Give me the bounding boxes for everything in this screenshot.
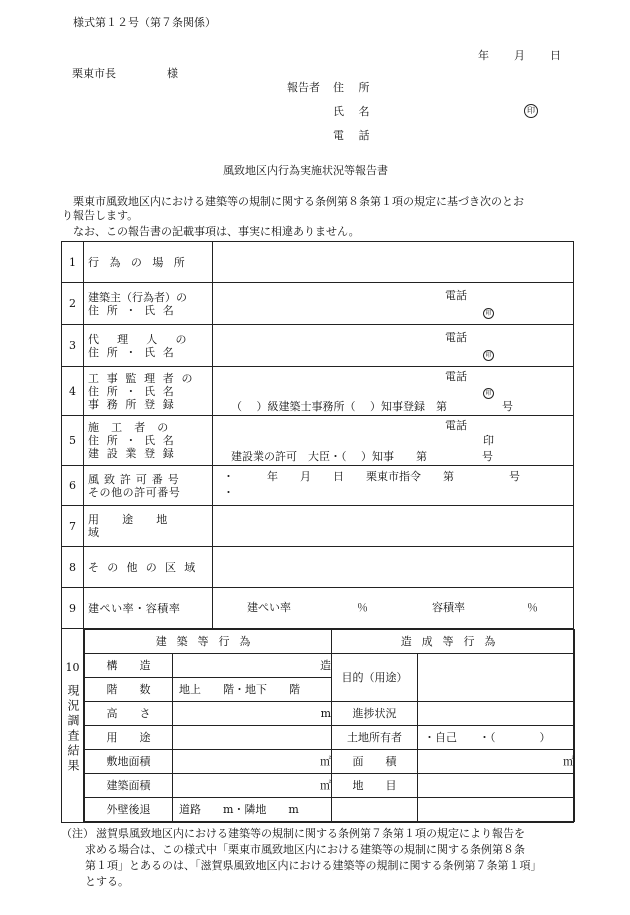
row-owner <box>62 283 574 325</box>
land-category-label: 地 目 <box>332 774 418 798</box>
construction-registration: 建設業の許可 大臣・（ ）知事 第 号 <box>231 450 493 463</box>
intro-line-2: り報告します。 <box>62 209 139 222</box>
phone-label: 電話 <box>445 370 467 383</box>
far-label: 容積率 <box>432 601 465 614</box>
permit-field[interactable] <box>213 466 574 506</box>
row-number: 5 <box>62 416 84 466</box>
phone-label: 電話 <box>445 331 467 344</box>
row-ratio <box>62 588 574 629</box>
setback-label: 外壁後退 <box>85 798 173 822</box>
phone-label: 電話 <box>445 419 467 432</box>
row-permit <box>62 466 574 506</box>
row-number: 2 <box>62 283 84 325</box>
progress-field[interactable] <box>418 702 575 726</box>
ratio-field[interactable] <box>213 588 574 629</box>
empty-cell <box>418 798 575 822</box>
seal-mark <box>524 103 538 118</box>
zoning-field[interactable] <box>213 506 574 547</box>
row-number: 3 <box>62 325 84 367</box>
use-field[interactable] <box>173 726 332 750</box>
intro-line-1: 栗東市風致地区内における建築等の規制に関する条例第８条第１項の規定に基づき次のとお <box>73 195 524 208</box>
note-line-4: とする。 <box>85 875 129 888</box>
intro-line-3: なお、この報告書の記載事項は、事実に相違ありません。 <box>73 225 360 238</box>
row-agent <box>62 325 574 367</box>
row-number: 6 <box>62 466 84 506</box>
row-survey <box>62 629 574 823</box>
row-label: その他の区域 <box>84 547 213 588</box>
row-number: 1 <box>62 242 84 283</box>
survey-cell <box>84 629 574 823</box>
structure-field[interactable]: 造 <box>173 654 332 678</box>
row-label: 施工者の 住所・氏名 建設業登録 <box>84 416 213 466</box>
survey-row <box>85 774 575 798</box>
progress-label: 進捗状況 <box>332 702 418 726</box>
coverage-label: 建ぺい率 <box>247 601 291 614</box>
building-header: 建築等行為 <box>85 630 332 654</box>
owner-field[interactable]: ・自己 ・（ ） <box>418 726 575 750</box>
note-line-1: 滋賀県風致地区内における建築等の規制に関する条例第７条第１項の規定により報告を <box>96 827 525 840</box>
row-number: 8 <box>62 547 84 588</box>
land-category-field[interactable] <box>418 774 575 798</box>
empty-cell <box>332 798 418 822</box>
addressee: 栗東市長 <box>72 67 116 80</box>
seal-mark <box>483 347 494 361</box>
survey-row <box>85 750 575 774</box>
seal-icon: 印 <box>483 308 494 319</box>
seal-icon: 印 <box>483 350 494 361</box>
row-label: 建ぺい率・容積率 <box>84 588 213 629</box>
building-area-label: 建築面積 <box>85 774 173 798</box>
note-line-3: 第１項」とあるのは、「滋賀県風致地区内における建築等の規制に関する条例第７条第１項」 <box>85 859 542 872</box>
seal-mark <box>483 385 494 399</box>
office-registration: （ ）級建築士事務所（ ）知事登録 第 号 <box>231 400 513 413</box>
setback-field[interactable]: 道路 m・隣地 m <box>173 798 332 822</box>
reporter-label: 報告者 <box>287 81 320 94</box>
survey-vertical-label: 現況調査結果 <box>66 684 80 774</box>
phone-label: 電話 <box>445 289 467 302</box>
note-line-2: 求める場合は、この様式中「栗東市風致地区内における建築等の規制に関する条例第８条 <box>85 843 525 856</box>
purpose-label: 目的（用途） <box>332 654 418 702</box>
row-label: 工事監理者の 住所・氏名 事務所登録 <box>84 367 213 416</box>
note-prefix: （注） <box>61 827 94 840</box>
survey-header-row <box>85 630 575 654</box>
survey-row <box>85 654 575 678</box>
date-year-label: 年 <box>478 49 489 62</box>
survey-row <box>85 726 575 750</box>
area-label: 面 積 <box>332 750 418 774</box>
row-label: 行為の場所 <box>84 242 213 283</box>
site-area-label: 敷地面積 <box>85 750 173 774</box>
seal-icon: 印 <box>483 388 494 399</box>
seal-icon: 印 <box>524 104 538 118</box>
site-area-field[interactable]: ㎡ <box>173 750 332 774</box>
row-label: 風致許可番号 その他の許可番号 <box>84 466 213 506</box>
reporter-phone-label: 電 話 <box>333 129 375 142</box>
floors-label: 階 数 <box>85 678 173 702</box>
document-title: 風致地区内行為実施状況等報告書 <box>223 164 388 177</box>
agent-field[interactable] <box>213 325 574 367</box>
row-number: 4 <box>62 367 84 416</box>
area-field[interactable]: ㎡ <box>418 750 575 774</box>
height-field[interactable]: m <box>173 702 332 726</box>
form-number: 様式第１２号（第７条関係） <box>73 16 216 29</box>
addressee-suffix: 様 <box>167 67 178 80</box>
report-form-table <box>61 241 574 823</box>
supervisor-field[interactable] <box>213 367 574 416</box>
row-label: 代理人の 住所・氏名 <box>84 325 213 367</box>
survey-row <box>85 702 575 726</box>
other-area-field[interactable] <box>213 547 574 588</box>
coverage-percent: ％ <box>357 601 368 614</box>
survey-row <box>85 798 575 822</box>
seal-label: 印 <box>483 434 494 447</box>
structure-label: 構 造 <box>85 654 173 678</box>
contractor-field[interactable] <box>213 416 574 466</box>
development-header: 造成等行為 <box>332 630 575 654</box>
use-label: 用 途 <box>85 726 173 750</box>
survey-number-cell <box>62 629 84 823</box>
owner-label: 土地所有者 <box>332 726 418 750</box>
building-area-field[interactable]: ㎡ <box>173 774 332 798</box>
reporter-address-label: 住 所 <box>333 81 375 94</box>
row-number: 9 <box>62 588 84 629</box>
row-number: 7 <box>62 506 84 547</box>
seal-mark <box>483 305 494 319</box>
row-supervisor <box>62 367 574 416</box>
far-percent: ％ <box>527 601 538 614</box>
permit-line-1: ・ 年 月 日 栗東市指令 第 号 <box>223 470 520 483</box>
floors-field[interactable]: 地上 階・地下 階 <box>173 678 332 702</box>
date-month-label: 月 <box>514 49 525 62</box>
date-day-label: 日 <box>550 49 561 62</box>
row-number: 10 <box>65 661 80 674</box>
row-contractor <box>62 416 574 466</box>
reporter-name-label: 氏 名 <box>333 105 375 118</box>
row-label: 用途地域 <box>84 506 213 547</box>
location-field[interactable] <box>213 242 574 283</box>
owner-field[interactable] <box>213 283 574 325</box>
permit-line-2: ・ <box>223 486 234 499</box>
purpose-field[interactable] <box>418 654 575 702</box>
survey-table <box>84 629 575 822</box>
row-location <box>62 242 574 283</box>
height-label: 高 さ <box>85 702 173 726</box>
row-zoning <box>62 506 574 547</box>
row-label: 建築主（行為者）の 住所・氏名 <box>84 283 213 325</box>
row-other-area <box>62 547 574 588</box>
